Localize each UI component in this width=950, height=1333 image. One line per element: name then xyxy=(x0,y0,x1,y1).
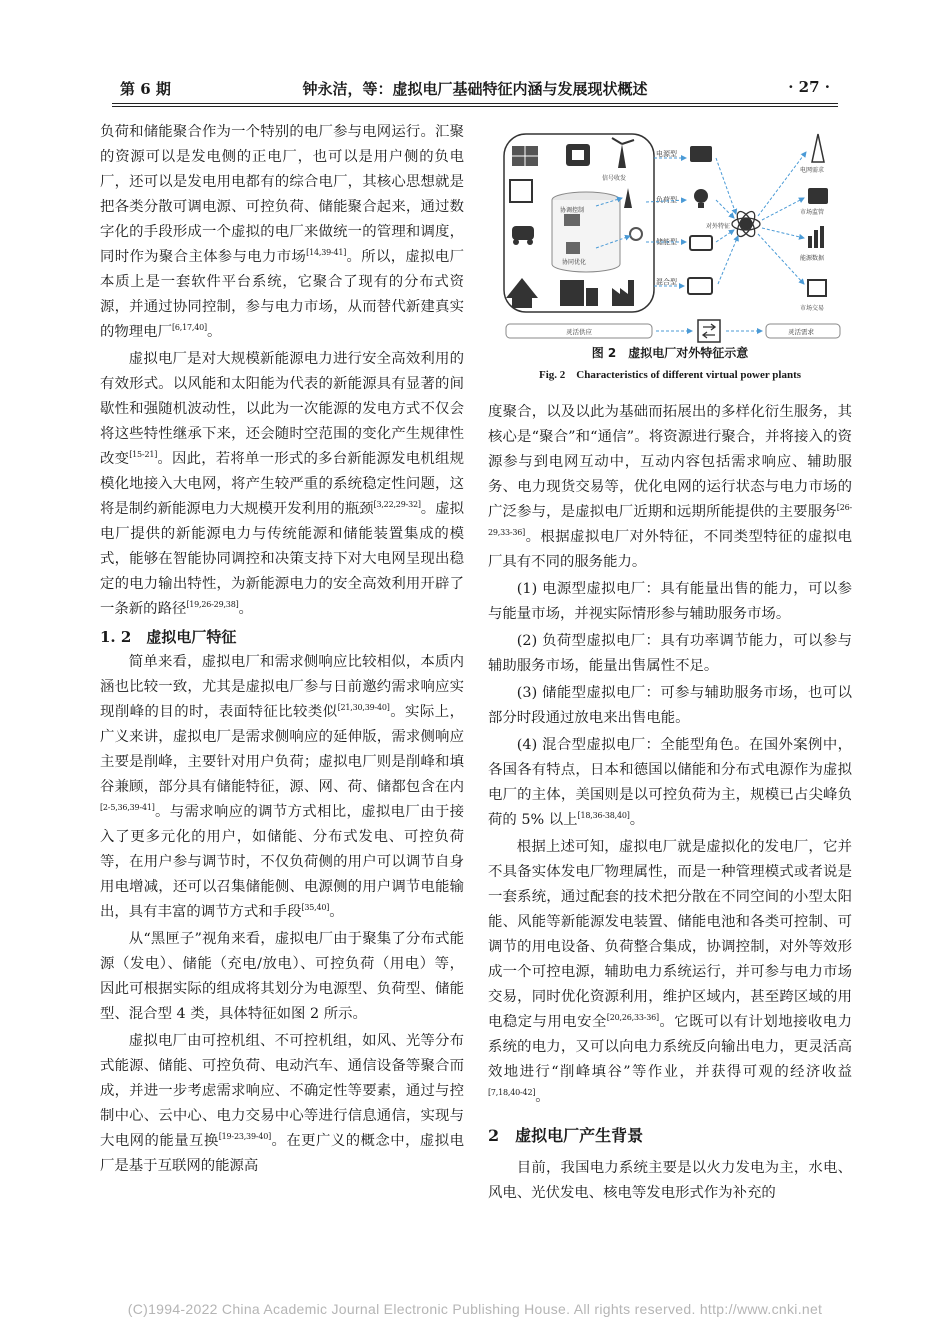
running-header xyxy=(120,78,830,102)
monitor-icon xyxy=(564,214,580,226)
list-item: (1) 电源型虚拟电厂：具有能量出售的能力，可以参与能量市场，并视实际情形参与辅助服务市场。 xyxy=(488,581,852,622)
list-item: (3) 储能型虚拟电厂：可参与辅助服务市场，也可以部分时段通过放电来出售电能。 xyxy=(488,685,852,726)
house-icon xyxy=(506,278,538,298)
citation: [20,26,33-36] xyxy=(606,1013,659,1023)
storage-icon xyxy=(690,236,712,250)
gear-icon xyxy=(630,228,642,240)
paragraph: 目前，我国电力系统主要是以火力发电为主，水电、风电、光伏发电、核电等发电形式作为补充的 xyxy=(488,1160,852,1201)
server-icon xyxy=(566,242,580,254)
page-number: · 27 · xyxy=(788,78,830,96)
header-rule-bottom xyxy=(112,106,838,107)
citation: [26-29,33-36] xyxy=(488,503,852,538)
svg-text:市场监管: 市场监管 xyxy=(800,209,825,216)
factory-icon xyxy=(612,280,634,306)
trade-icon xyxy=(808,280,826,296)
citation: [19,26-29,38] xyxy=(186,600,239,610)
citation: [14,39-41] xyxy=(306,248,347,258)
citation: [3,22,29-32] xyxy=(373,500,421,510)
exchange-icon xyxy=(698,320,720,342)
building-icon xyxy=(510,180,532,202)
signal-tower-icon xyxy=(624,188,632,208)
monitor-screen-icon xyxy=(808,188,828,204)
mixed-icon xyxy=(688,278,712,294)
paragraph: 负荷和储能聚合作为一个特别的电厂参与电网运行。汇聚的资源可以是发电侧的正电厂，也可以是用户侧的负电厂，还可以是发电用电都有的综合电厂，其核心思想就是把各类分散可调电源、可控负荷、储能聚合起来，通过数字化的手段形成一个虚拟的电厂来做统一的管理和调度，同时作为聚合主体参与电力市场[14,39-41]。所以，虚拟电厂本质上是一套软件平台系统，它聚合了现有的分布式资源，并通过协同控制，参与电力市场，从而替代新建真实的物理电厂[6,17,40]。 xyxy=(100,124,464,340)
citation: [19-23,39-40] xyxy=(218,1132,272,1142)
running-title: 钟永洁，等：虚拟电厂基础特征内涵与发展现状概述 xyxy=(302,80,648,98)
svg-text:市场交易: 市场交易 xyxy=(800,305,825,312)
left-column xyxy=(100,120,464,1181)
car-icon xyxy=(512,226,534,240)
svg-text:混合型: 混合型 xyxy=(656,278,677,286)
paragraph: 根据上述可知，虚拟电厂就是虚拟化的发电厂，它并不具备实体发电厂物理属性，而是一种管理模式或者说是一套系统，通过配套的技术把分散在不同空间的小型太阳能、风能等新能源发电装置、储能电池和各类可控制、可调节的用电设备、负荷整合集成，协调控制，对外等效形成一个可控电源，辅助电力系统运行，并可参与电力市场交易，同时优化资源利用，维护区域内，甚至跨区域的用电稳定与用电安全[20,26,33-36]。它既可以有计划地接收电力系统的电力，又可以向电力系统反向输出电力，更灵活高效地进行“削峰填谷”等作业，并获得可观的经济收益[7,18,40-42]。 xyxy=(488,839,852,1105)
citation: [15-21] xyxy=(129,450,158,460)
svg-text:电源型: 电源型 xyxy=(656,150,677,158)
bulb-icon xyxy=(694,189,708,203)
svg-text:电网需求: 电网需求 xyxy=(800,167,825,174)
list-item: (2) 负荷型虚拟电厂：具有功率调节能力，可以参与辅助服务市场，能量出售属性不足。 xyxy=(488,633,852,674)
power-type-icon xyxy=(690,146,712,162)
svg-text:储能型: 储能型 xyxy=(656,238,677,246)
section-heading-2: 2 虚拟电厂产生背景 xyxy=(488,1126,644,1145)
paragraph: 度聚合，以及以此为基础而拓展出的多样化衍生服务，其核心是“聚合”和“通信”。将资源进行聚合，并将接入的资源参与到电网互动中，互动内容包括需求响应、辅助服务、电力现货交易等，优化电网的运行状态与电力市场的广泛参与，是虚拟电厂近期和远期所能提供的主要服务[26-29,33-36]。根据虚拟电厂对外特征，不同类型特征的虚拟电厂具有不同的服务能力。 xyxy=(488,404,852,570)
paragraph: 虚拟电厂是对大规模新能源电力进行安全高效利用的有效形式。以风能和太阳能为代表的新能源具有显著的间歇性和强随机波动性，以此为一次能源的发电方式不仅会将这些特性继承下来，还会随时空范围的变化产生规律性改变[15-21]。因此，若将单一形式的多台新能源发电机组规模化地接入大电网，将产生较严重的系统稳定性问题，这将是制约新能源电力大规模开发利用的瓶颈[3,22,29-32]。虚拟电厂提供的新能源电力与传统能源和储能装置集成的模式，能够在智能协同调控和决策支持下对大电网呈现出稳定的电力输出特性，为新能源电力的安全高效利用开辟了一条新的路径[19,26-29,38]。 xyxy=(100,351,464,617)
svg-text:能源数据: 能源数据 xyxy=(800,255,825,262)
svg-text:灵活供应: 灵活供应 xyxy=(566,328,592,336)
right-column xyxy=(488,400,852,1208)
paragraph: 简单来看，虚拟电厂和需求侧响应比较相似，本质内涵也比较一致，尤其是虚拟电厂参与日前邀约需求响应实现削峰的目的时，表面特征比较类似[21,30,39-40]。实际上，广义来讲，虚拟电厂是需求侧响应的延伸版，需求侧响应主要是削峰，主要针对用户负荷；虚拟电厂则是削峰和填谷兼顾，部分具有储能特征，源、网、荷、储都包含在内[2-5,36,39-41]。与需求响应的调节方式相比，虚拟电厂由于接入了更多元化的用户，如储能、分布式发电、可控负荷等，在用户参与调节时，不仅负荷侧的用户可以调节自身用电增减，还可以召集储能侧、电源侧的用户调节电能输出，具有丰富的调节方式和手段[35,40]。 xyxy=(100,654,464,920)
citation: [6,17,40] xyxy=(171,323,207,333)
svg-text:对外特征: 对外特征 xyxy=(706,223,731,230)
issue-number: 第 6 期 xyxy=(120,80,171,98)
city-icon xyxy=(560,280,584,306)
figure-2-diagram xyxy=(496,128,846,345)
figure-caption-en: Fig. 2 Characteristics of different virtual power plants xyxy=(538,369,802,381)
figure-caption-cn: 图 2 虚拟电厂对外特征示意 xyxy=(591,346,749,360)
citation: [35,40] xyxy=(301,903,330,913)
citation: [2-5,36,39-41] xyxy=(100,803,155,813)
svg-text:协同优化: 协同优化 xyxy=(562,259,587,266)
svg-text:负荷型: 负荷型 xyxy=(656,196,677,204)
paragraph: 虚拟电厂由可控机组、不可控机组，如风、光等分布式能源、储能、可控负荷、电动汽车、通信设备等聚合而成，并进一步考虑需求响应、不确定性等要素，通过与控制中心、云中心、电力交易中心等进行信息通信，实现与大电网的能量互换[19-23,39-40]。在更广义的概念中，虚拟电厂是基于互联网的能源高 xyxy=(100,1033,464,1174)
section-heading-1-2: 1. 2 虚拟电厂特征 xyxy=(100,628,237,646)
pylon-icon xyxy=(812,134,824,162)
header-rule-top xyxy=(112,103,838,104)
citation: [7,18,40-42] xyxy=(488,1088,536,1098)
svg-text:信号收发: 信号收发 xyxy=(602,175,627,182)
list-item: (4) 混合型虚拟电厂：全能型角色。在国外案例中，各国各有特点，日本和德国以储能和分布式电源作为虚拟电厂的主体，美国则是以可控负荷为主，规模已占尖峰负荷的 5% 以上[18,36-38,40]。 xyxy=(488,737,852,828)
copyright-footer: (C)1994-2022 China Academic Journal Electronic Publishing House. All rights reserved. http://www.cnki.net xyxy=(127,1301,823,1317)
citation: [21,30,39-40] xyxy=(337,703,390,713)
paragraph: 从“黑匣子”视角来看，虚拟电厂由于聚集了分布式能源（发电）、储能（充电/放电）、可控负荷（用电）等，因此可根据实际的组成将其划分为电源型、负荷型、储能型、混合型 4 类，具体特征如图 2 所示。 xyxy=(100,931,464,1022)
bar-chart-icon xyxy=(808,236,812,248)
svg-text:协调控制: 协调控制 xyxy=(560,207,585,214)
svg-text:灵活需求: 灵活需求 xyxy=(788,328,814,336)
figure-2 xyxy=(496,128,846,345)
wind-turbine-icon xyxy=(618,144,626,168)
citation: [18,36-38,40] xyxy=(577,811,630,821)
